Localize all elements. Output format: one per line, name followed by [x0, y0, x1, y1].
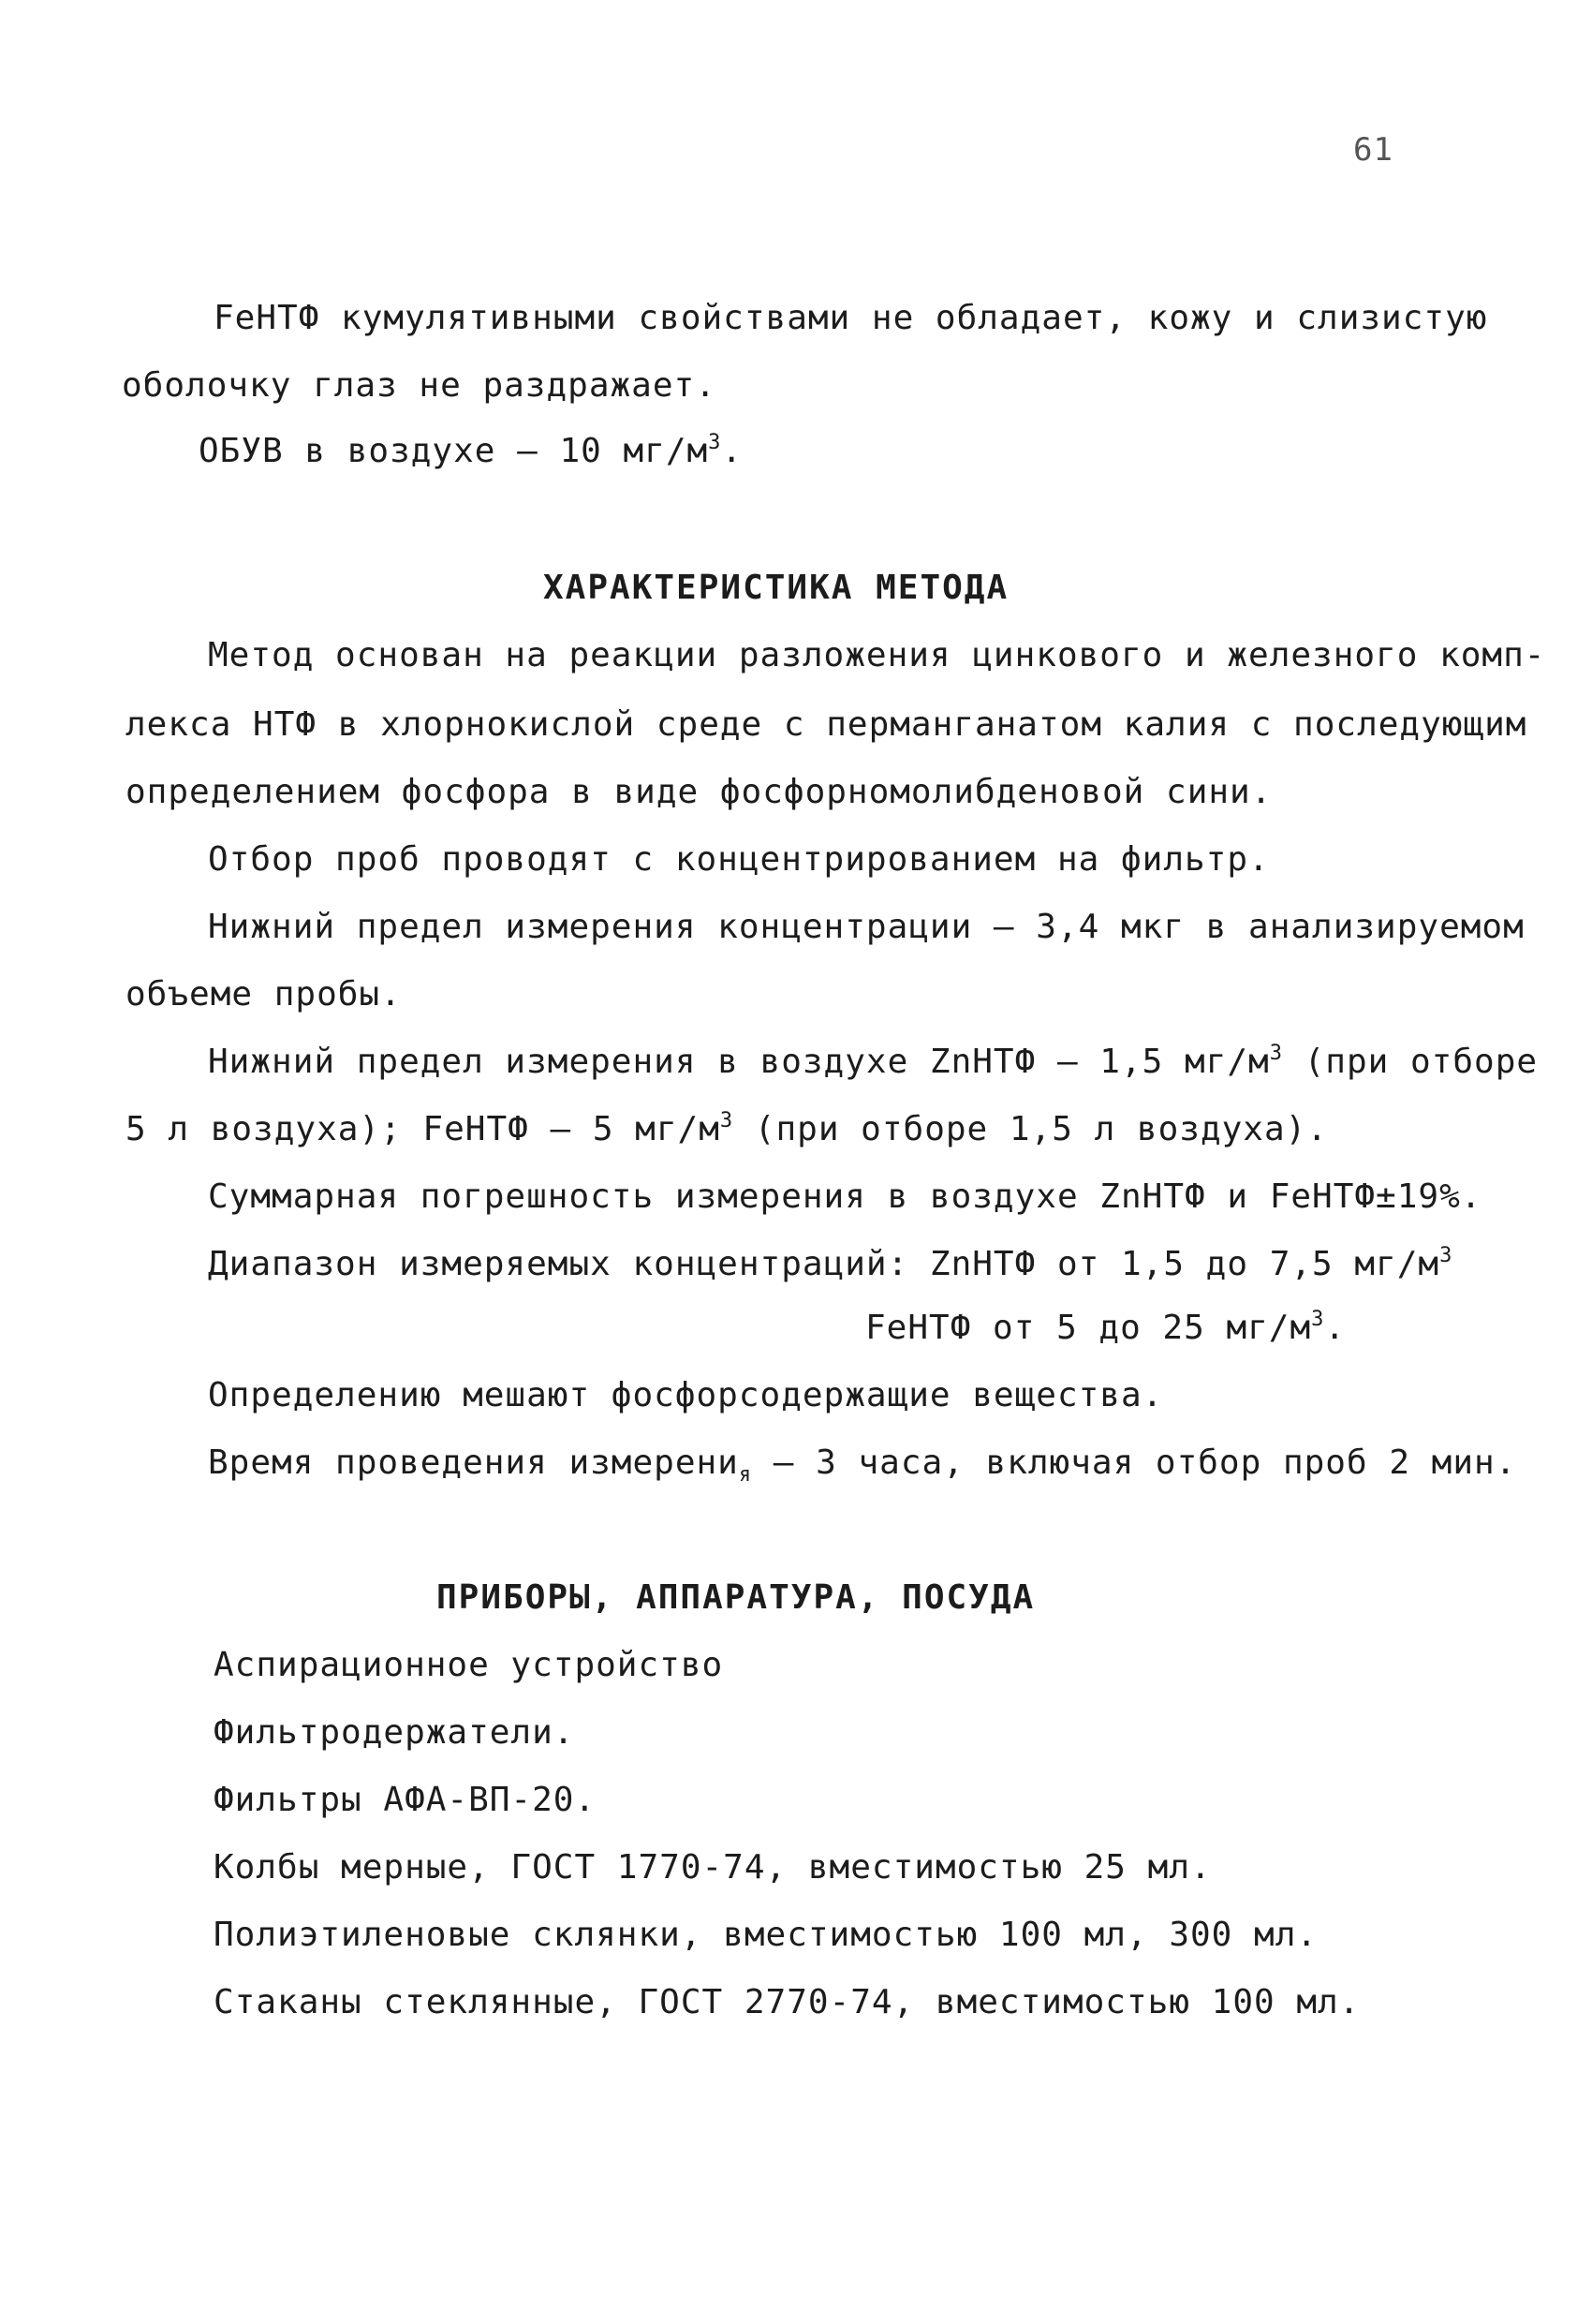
method-paragraph-4-line-1: Нижний предел измерения в воздухе ZnНТФ – 1,5 $мг/м^3$ (при отборе: [208, 1042, 1539, 1081]
method-paragraph-6-line-1: Диапазон измеряемых концентраций: ZnНТФ от 1,5 до 7,5 $мг/м^3$: [208, 1244, 1453, 1283]
method-paragraph-1-line-1: Метод основан на реакции разложения цинкового и железного комп-: [208, 636, 1546, 674]
equipment-item: Колбы мерные, ГОСТ 1770-74, вместимостью 25 мл.: [214, 1848, 1212, 1887]
intro-line-3: ОБУВ в воздухе – 10 $мг/м^3$.: [199, 431, 744, 470]
intro-line-2: оболочку глаз не раздражает.: [122, 366, 716, 405]
method-paragraph-5: Суммарная погрешность измерения в воздухе ZnНТФ и FeНТФ±19%.: [208, 1177, 1482, 1216]
equipment-item: Полиэтиленовые склянки, вместимостью 100 мл, 300 мл.: [214, 1916, 1319, 1954]
method-paragraph-3-line-1: Нижний предел измерения концентрации – 3,4 мкг в анализируемом: [208, 908, 1525, 946]
equipment-item: Аспирационное устройство: [214, 1646, 724, 1684]
intro-line-1: FeНТФ кумулятивными свойствами не обладает, кожу и слизистую: [214, 299, 1488, 337]
method-paragraph-2: Отбор проб проводят с концентрированием на фильтр.: [208, 840, 1270, 879]
method-paragraph-4-line-2: 5 л воздуха); FeНТФ – 5 $мг/м^3$ (при отборе 1,5 л воздуха).: [125, 1109, 1328, 1148]
method-paragraph-8: Время проведения измерени$_я$ – 3 часа, включая отбор проб 2 мин.: [208, 1443, 1517, 1487]
equipment-item: Стаканы стеклянные, ГОСТ 2770-74, вместимостью 100 мл.: [214, 1983, 1361, 2021]
method-paragraph-7: Определению мешают фосфорсодержащие вещества.: [208, 1376, 1164, 1414]
method-paragraph-1-line-2: лекса НТФ в хлорнокислой среде с перманганатом калия с последующим: [125, 705, 1527, 744]
method-paragraph-6-line-2: FeНТФ от 5 до 25 $мг/м^3$.: [865, 1308, 1347, 1347]
page-number: 61: [1353, 131, 1393, 169]
section-heading-equipment: ПРИБОРЫ, АППАРАТУРА, ПОСУДА: [436, 1578, 1036, 1617]
equipment-item: Фильтры АФА-ВП-20.: [214, 1781, 597, 1819]
method-paragraph-3-line-2: объеме пробы.: [125, 975, 402, 1014]
section-heading-method: ХАРАКТЕРИСТИКА МЕТОДА: [543, 569, 1010, 607]
method-paragraph-1-line-3: определением фосфора в виде фосфорномолибденовой сини.: [125, 773, 1273, 811]
equipment-item: Фильтродержатели.: [214, 1713, 575, 1752]
